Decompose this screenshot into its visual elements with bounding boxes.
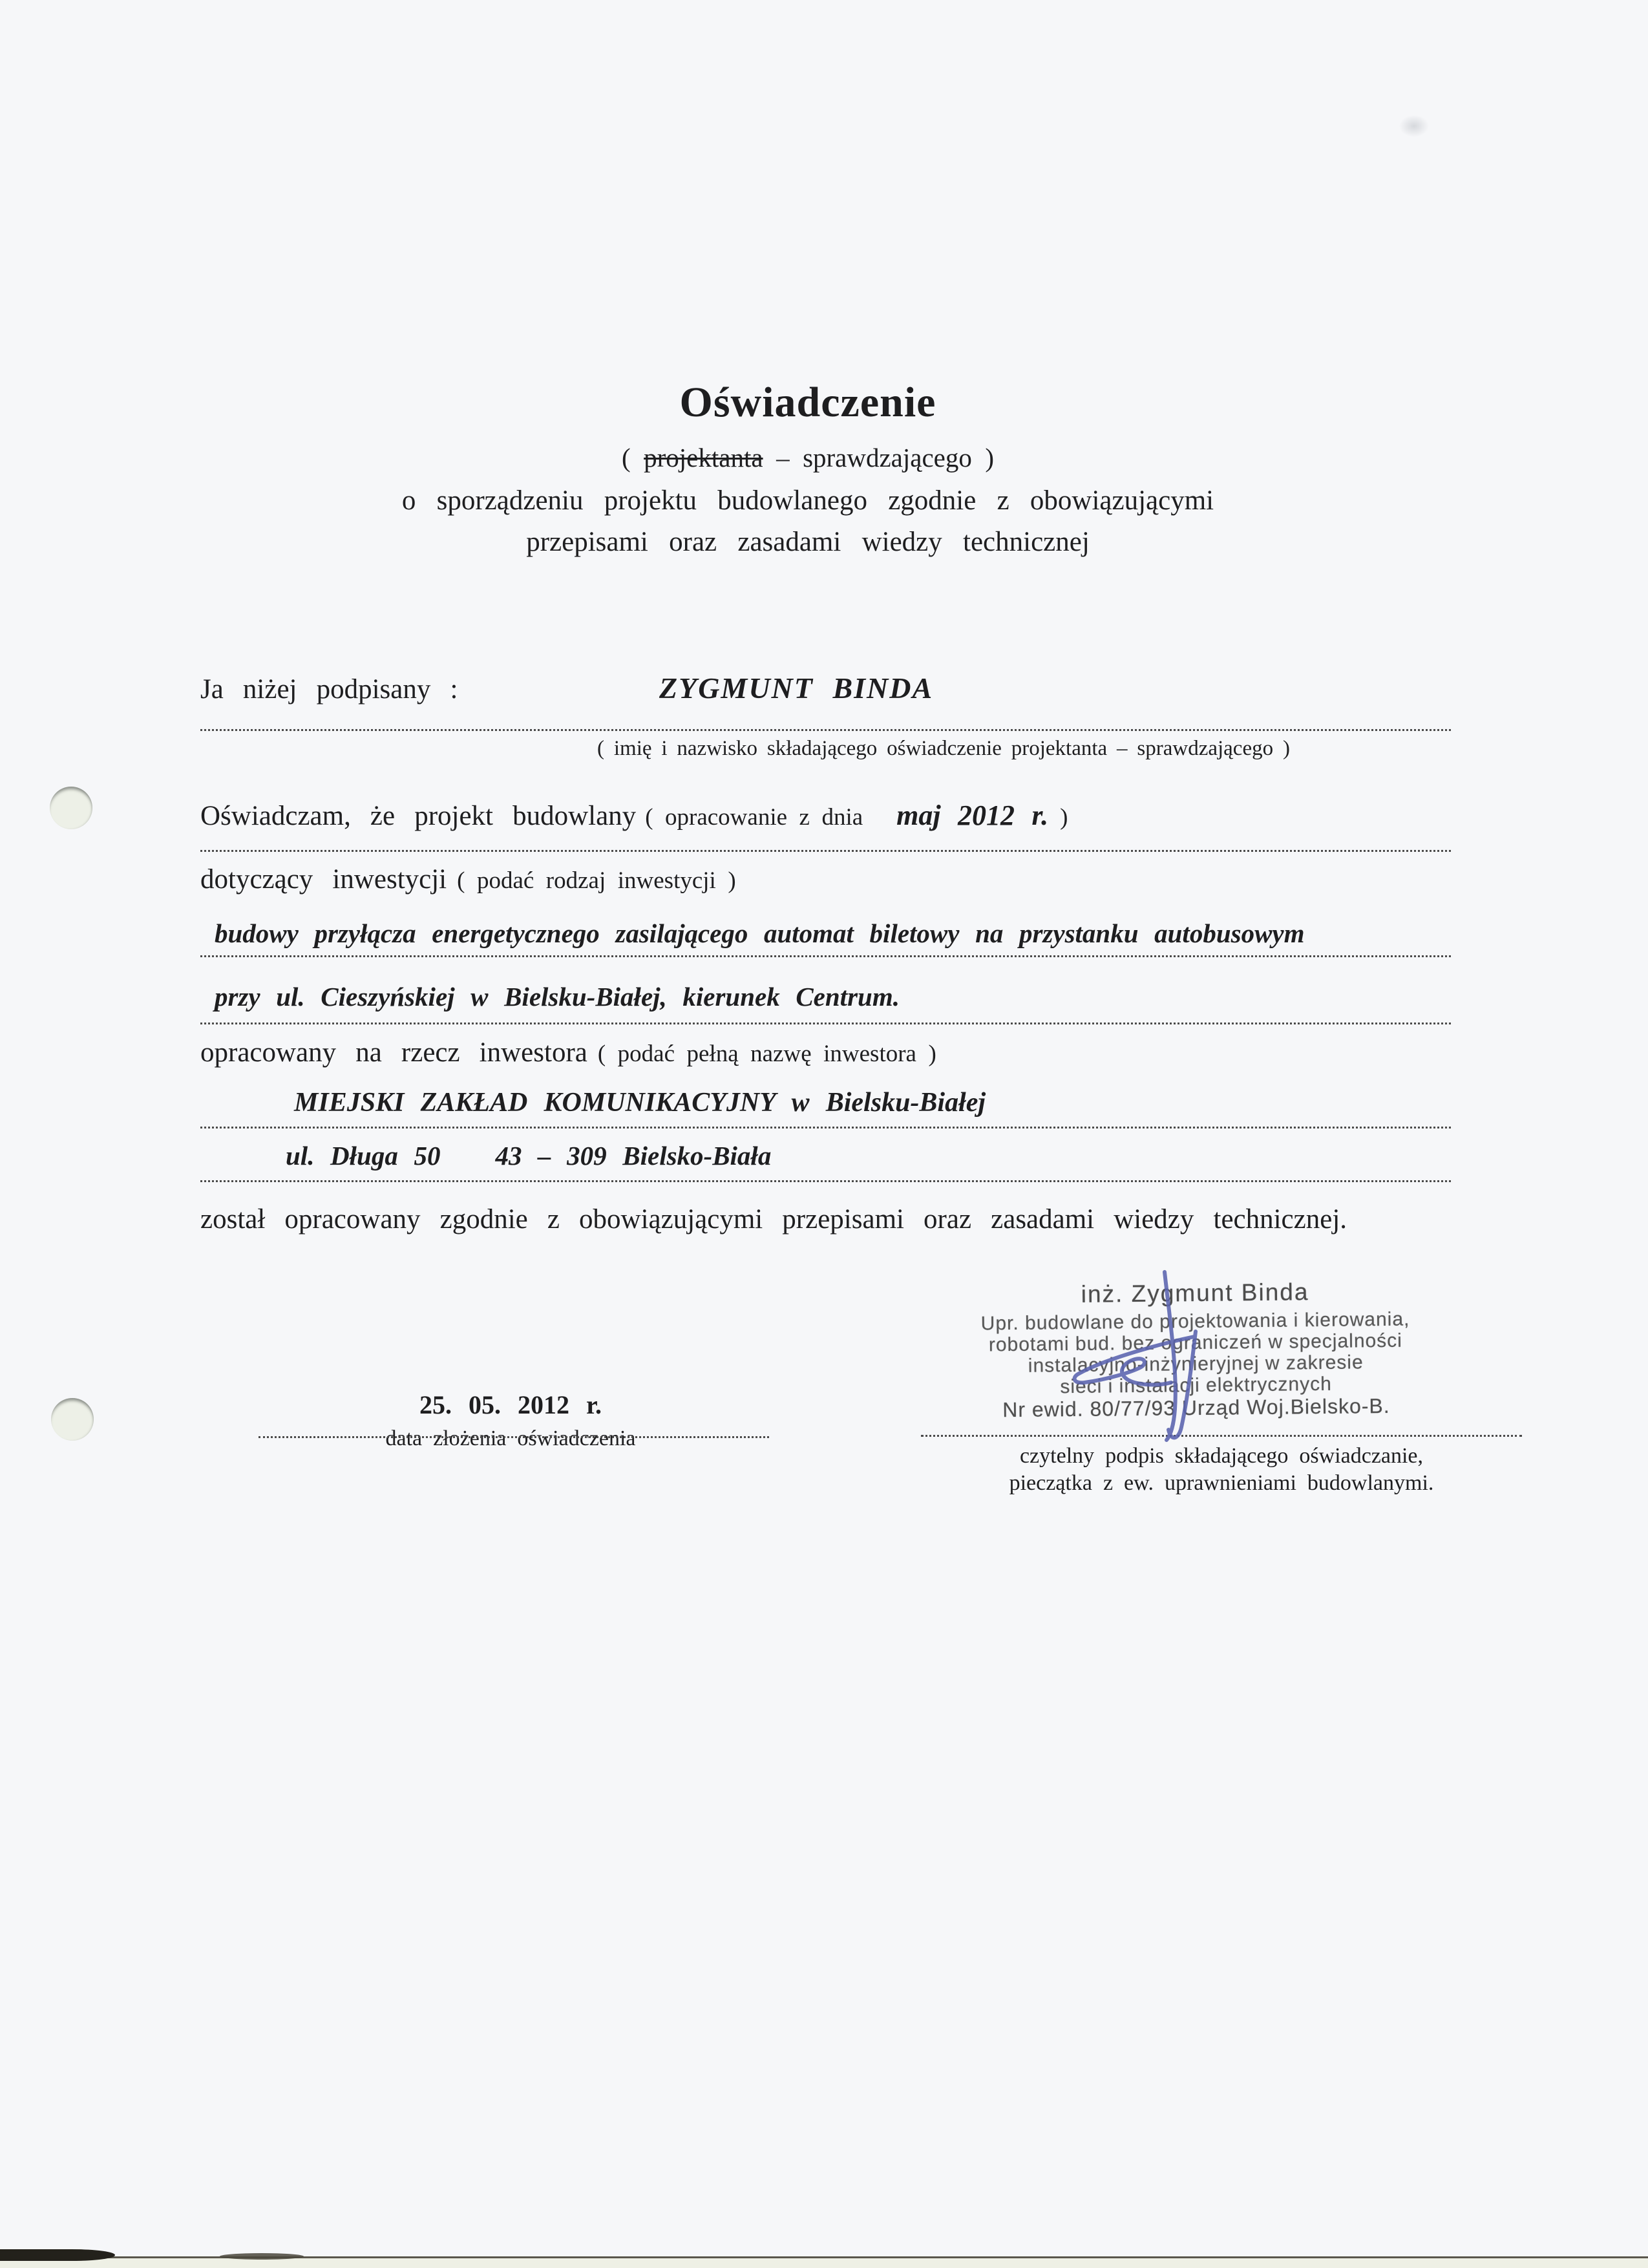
investment-label: dotyczący inwestycji [200, 864, 447, 895]
stamp-line-2: robotami bud. bez ograniczeń w specjalności [988, 1330, 1403, 1356]
document-subtitle [0, 442, 1616, 473]
dotted-rule-date [259, 1436, 769, 1438]
investment-value-line-1: budowy przyłącza energetycznego zasilającego automat biletowy na przystanku autobusowym [215, 918, 1305, 948]
signature-caption-line-2: pieczątka z ew. uprawnieniami budowlanymi. [1009, 1471, 1434, 1495]
stamp-registration-line: Nr ewid. 80/77/93 Urząd Woj.Bielsko-B. [1002, 1394, 1390, 1422]
investor-label: opracowany na rzecz inwestora [200, 1037, 587, 1068]
struck-word-projektanta: projektanta [644, 443, 763, 472]
declarant-label: Ja niżej podpisany : [200, 674, 458, 705]
hole-punch-top [50, 787, 92, 829]
investor-label-line [200, 1037, 936, 1068]
hole-punch-bottom [51, 1398, 94, 1441]
statement-text: Oświadczam, że projekt budowlany [200, 801, 637, 831]
dotted-rule-2 [200, 850, 1451, 852]
dotted-rule-5 [200, 1127, 1451, 1129]
date-caption: data złożenia oświadczenia [385, 1426, 636, 1450]
investment-label-line [200, 864, 736, 895]
dotted-rule-3 [200, 955, 1451, 957]
investor-address-street: ul. Długa 50 [286, 1141, 441, 1171]
statement-date-value: maj 2012 r. [896, 800, 1049, 831]
stamp-engineer-name: inż. Zygmunt Binda [1081, 1278, 1309, 1308]
subtitle-paren-open: ( [621, 443, 644, 472]
submission-date: 25. 05. 2012 r. [419, 1390, 602, 1419]
statement-hint: ( opracowanie z dnia [645, 804, 863, 831]
closing-sentence: został opracowany zgodnie z obowiązującymi przepisami oraz zasadami wiedzy technicznej. [200, 1204, 1347, 1235]
dotted-rule-1 [200, 729, 1451, 731]
heading-line-2: o sporządzeniu projektu budowlanego zgodnie z obowiązującymi [401, 485, 1214, 516]
statement-line [200, 799, 1068, 832]
dotted-rule-4 [200, 1023, 1451, 1024]
declarant-name: ZYGMUNT BINDA [659, 672, 934, 705]
signature-caption-line-1: czytelny podpis składającego oświadczanie, [1019, 1444, 1424, 1468]
document-title: Oświadczenie [679, 379, 936, 426]
stamp-line-3: instalacyjno-inżynieryjnej w zakresie [1028, 1351, 1364, 1377]
scan-smudge-top-right [1399, 115, 1429, 137]
declarant-caption: ( imię i nazwisko składającego oświadczenie projektanta – sprawdzającego ) [597, 737, 1290, 760]
footer-date-block [246, 1390, 776, 1451]
dotted-rule-6 [200, 1180, 1451, 1182]
investor-name: MIEJSKI ZAKŁAD KOMUNIKACYJNY w Bielsku-Białej [294, 1088, 986, 1118]
statement-hint-close: ) [1060, 804, 1068, 831]
investor-hint: ( podać pełną nazwę inwestora ) [597, 1041, 936, 1067]
investor-address-line [286, 1140, 771, 1171]
heading-line-3: przepisami oraz zasadami wiedzy technicznej [526, 527, 1090, 557]
handwritten-signature [969, 1247, 1357, 1525]
investment-value-line-2: przy ul. Cieszyńskiej w Bielsku-Białej, kierunek Centrum. [215, 982, 900, 1012]
subtitle-paren-rest: – sprawdzającego ) [763, 443, 995, 472]
stamp-line-4: sieci i instalacji elektrycznych [1060, 1373, 1332, 1398]
stamp-line-1: Upr. budowlane do projektowania i kierowania, [980, 1308, 1410, 1335]
investment-hint: ( podać rodzaj inwestycji ) [457, 867, 736, 894]
investor-address-city: 43 – 309 Bielsko-Biała [495, 1141, 772, 1171]
scan-smudge-bottom-left [0, 2249, 115, 2261]
scan-smudge-bottom-center [220, 2253, 304, 2260]
